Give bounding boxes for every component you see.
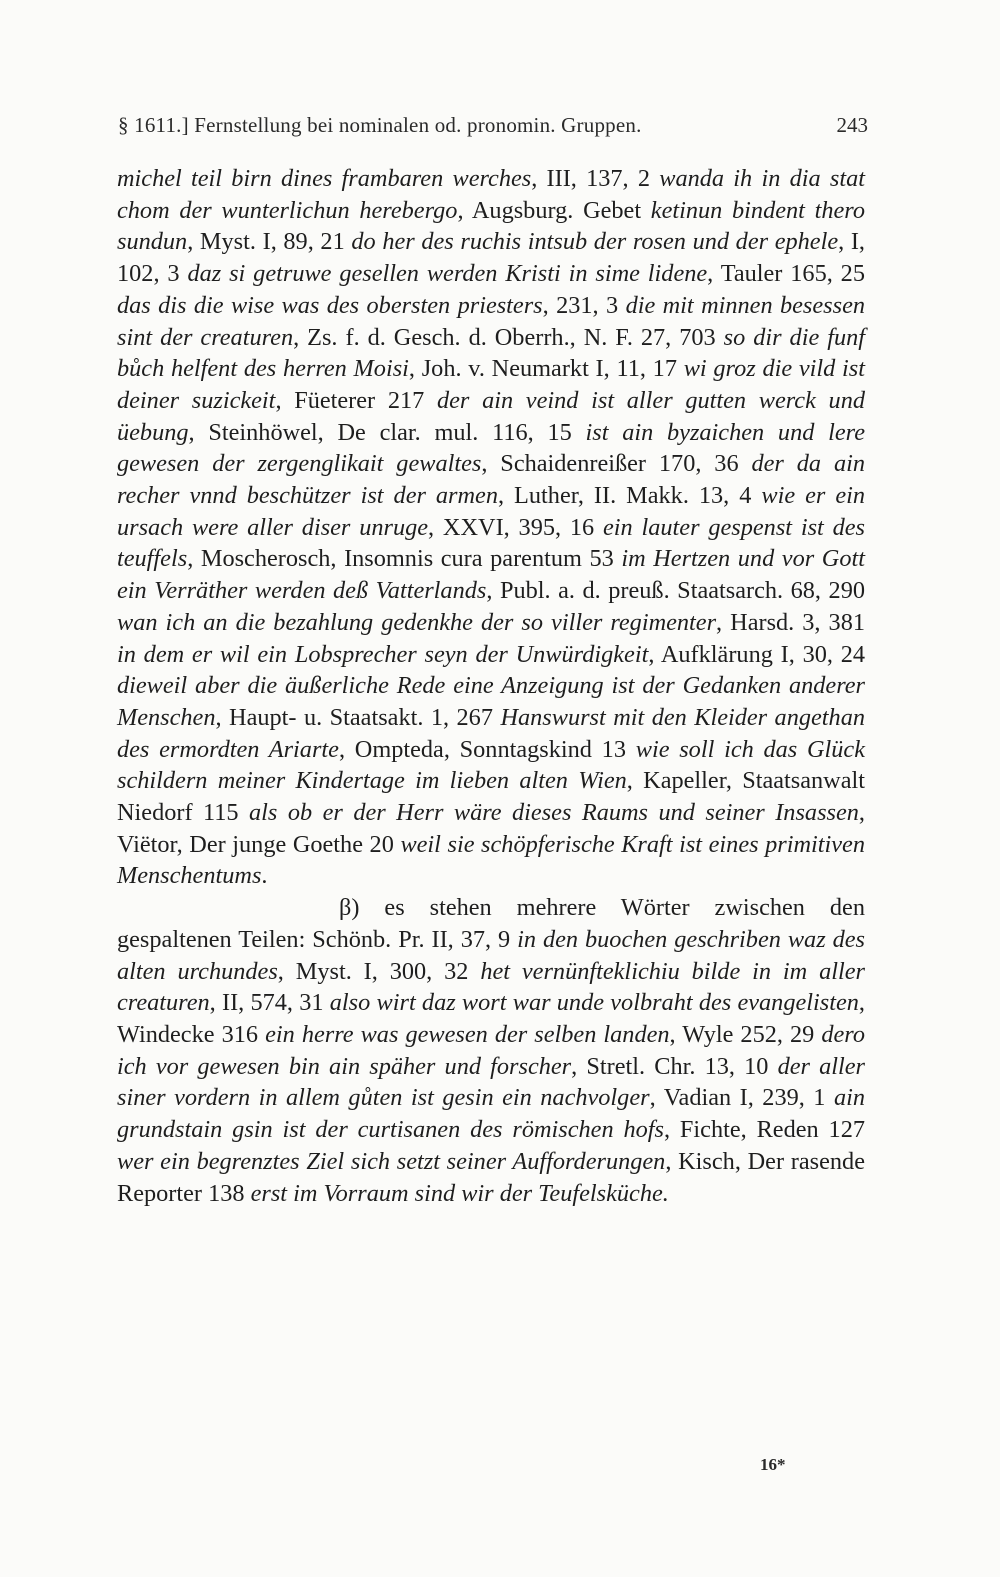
quotation: ketinun bindent thero sundun [117, 196, 865, 256]
body-text [117, 163, 865, 1209]
quotation: wi groz die vild ist deiner suzickeit [117, 355, 865, 414]
citation: , Schaidenreißer 170, 36 [481, 450, 752, 478]
citation: , Myst. I, 300, 32 [277, 957, 481, 985]
citation: , Joh. v. Neumarkt I, 11, 17 [408, 355, 684, 383]
signature-mark: 16* [760, 1455, 786, 1474]
quotation: wanda ih in dia stat chom der wunterlichun herebergo [117, 165, 865, 224]
quotation: wie er ein ursach were aller diser unruge [117, 482, 866, 541]
citation: , Harsd. 3, 381 [716, 608, 865, 636]
quotation: ain grundstain gsin ist der curtisanen des römischen hofs [117, 1084, 865, 1144]
section-number: § 1611.] [118, 113, 189, 137]
citation: , Steinhöwel, De clar. mul. 116, 15 [188, 418, 586, 446]
quotation: dero ich vor gewesen bin ain späher und forscher [117, 1020, 866, 1080]
citation: , Viëtor, Der junge Goethe 20 [117, 799, 865, 858]
citation: , I, 102, 3 [117, 228, 865, 288]
citation: , Moscherosch, Insomnis cura parentum 53 [187, 545, 622, 573]
citation: , Aufklärung I, 30, 24 [648, 640, 865, 668]
quotation: dieweil aber die äußerliche Rede eine Anzeigung ist der Gedanken anderer Menschen [117, 672, 865, 731]
citation: , Ompteda, Sonntagskind 13 [338, 735, 636, 763]
citation: , Stretl. Chr. 13, 10 [571, 1052, 778, 1080]
header-section-title [118, 112, 642, 138]
citation: , Luther, II. Makk. 13, 4 [498, 482, 762, 510]
citation: , Haupt- u. Staatsakt. 1, 267 [215, 703, 501, 731]
paragraph-1 [117, 163, 865, 892]
page-number: 243 [836, 113, 868, 137]
quotation: ein lauter gespenst ist des teuffels [117, 513, 865, 573]
citation: , Kapeller, Staatsanwalt Niedorf 115 [117, 767, 865, 827]
quotation: so dir die funf bůch helfent des herren Moisi [117, 323, 866, 383]
citation: β) es stehen mehrere Wörter zwischen den gespaltenen Teilen: Schönb. Pr. II, 37, 9 [117, 894, 865, 953]
quotation: also wirt daz wort war unde volbraht des evangelisten [329, 989, 859, 1017]
quotation: wan ich an die bezahlung gedenkhe der so viller regimenter [117, 608, 717, 636]
citation: , II, 574, 31 [209, 989, 330, 1017]
quotation: ein herre was gewesen der selben landen [265, 1020, 670, 1048]
citation: , Fichte, Reden 127 [663, 1116, 865, 1144]
quotation: der aller siner vordern in allem gůten ist gesin ein nachvolger [117, 1052, 865, 1112]
citation: , Wyle 252, 29 [669, 1020, 822, 1048]
quotation: wie soll ich das Glück schildern meiner Kindertage im lieben alten Wien [117, 735, 866, 795]
quotation: der ain veind ist aller gutten werck und üebung [117, 386, 866, 446]
quotation: das dis die wise was des obersten priesters [117, 291, 543, 319]
running-header [118, 112, 868, 138]
citation: , Windecke 316 [117, 989, 865, 1048]
citation: , XXVI, 395, 16 [428, 513, 603, 541]
citation: , 231, 3 [542, 291, 626, 319]
quotation: daz si getruwe gesellen werden Kristi in sime lidene [187, 260, 708, 288]
quotation: weil sie schöpferische Kraft ist eines primitiven Menschentums [117, 830, 865, 890]
citation: . [261, 862, 268, 890]
citation: , Füeterer 217 [275, 386, 437, 414]
quotation: der da ain recher vnnd beschützer ist der armen [117, 450, 866, 510]
citation: , Tauler 165, 25 [707, 260, 865, 288]
quotation: die mit minnen besessen sint der creaturen [117, 291, 866, 351]
citation: , Zs. f. d. Gesch. d. Oberrh., N. F. 27, 703 [293, 323, 724, 351]
citation: , Vadian I, 239, 1 [649, 1084, 834, 1112]
quotation: in dem er wil ein Lobsprecher seyn der Unwürdigkeit [117, 640, 649, 668]
paragraph-2 [117, 892, 865, 1209]
citation: , Augsburg. Gebet [457, 196, 651, 224]
quotation: Hanswurst mit den Kleider angethan des ermordten Ariarte [117, 703, 865, 763]
quotation: michel teil birn dines frambaren werches [117, 165, 532, 192]
quotation: als ob er der Herr wäre dieses Raums und seiner Insassen [249, 799, 859, 827]
quotation: do her des ruchis intsub der rosen und der ephele [351, 228, 839, 256]
quotation: ist ain byzaichen und lere gewesen der zergenglikait gewaltes [117, 418, 865, 478]
quotation: im Hertzen und vor Gott ein Verräther werden deß Vatterlands [117, 545, 865, 605]
citation: , III, 137, 2 [531, 165, 660, 192]
quotation: wer ein begrenztes Ziel sich setzt seiner Aufforderungen [117, 1147, 666, 1175]
citation: , Myst. I, 89, 21 [187, 228, 352, 256]
quotation: in den buochen geschriben waz des alten urchundes [117, 925, 865, 985]
quotation: erst im Vorraum sind wir der Teufelsküche. [250, 1179, 669, 1207]
citation: , Publ. a. d. preuß. Staatsarch. 68, 290 [486, 577, 865, 605]
citation: , Kisch, Der rasende Reporter 138 [117, 1147, 865, 1207]
header-title: Fernstellung bei nominalen od. pronomin. Gruppen. [194, 113, 642, 137]
quotation: het vernünfteklichiu bilde in im aller creaturen [117, 957, 865, 1017]
